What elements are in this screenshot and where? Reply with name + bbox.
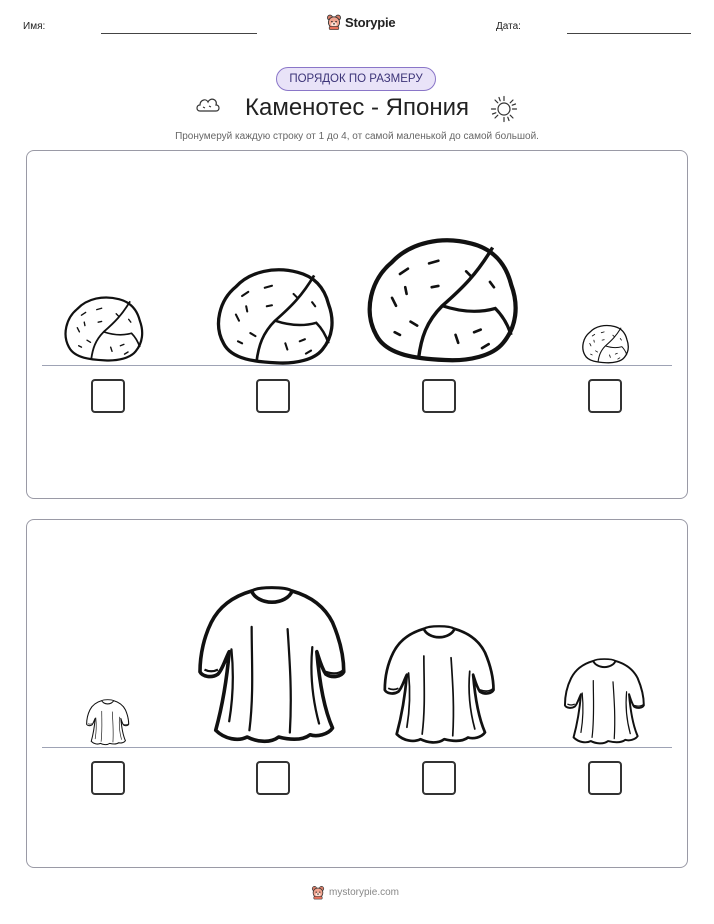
brand-name: Storypie xyxy=(345,14,396,30)
sun-icon xyxy=(490,95,518,123)
name-field[interactable] xyxy=(101,33,257,34)
rock-icon xyxy=(579,322,631,364)
rock-icon xyxy=(209,261,339,366)
baseline xyxy=(42,365,672,366)
page-title: Каменотес - Япония xyxy=(245,94,469,121)
answer-checkbox[interactable] xyxy=(91,761,125,795)
robe-icon xyxy=(196,582,350,746)
robe-icon xyxy=(381,622,499,746)
footer xyxy=(311,885,399,900)
answer-checkbox[interactable] xyxy=(256,379,290,413)
date-label: Дата: xyxy=(496,21,521,32)
answer-checkbox[interactable] xyxy=(422,761,456,795)
answer-checkbox[interactable] xyxy=(422,379,456,413)
robe-icon xyxy=(563,656,647,746)
rock-icon xyxy=(357,229,525,364)
answer-checkbox[interactable] xyxy=(588,761,622,795)
brand-logo xyxy=(326,13,395,31)
answer-checkbox[interactable] xyxy=(588,379,622,413)
baseline xyxy=(42,747,672,748)
footer-site: mystorypie.com xyxy=(329,887,400,898)
name-label: Имя: xyxy=(23,21,46,32)
storypie-bear-icon xyxy=(311,885,325,900)
instructions: Пронумеруй каждую строку от 1 до 4, от самой маленькой до самой большой. xyxy=(175,131,539,142)
storypie-bear-icon xyxy=(326,13,342,31)
answer-checkbox[interactable] xyxy=(91,379,125,413)
rock-icon xyxy=(62,291,144,363)
robe-icon xyxy=(84,698,132,746)
answer-checkbox[interactable] xyxy=(256,761,290,795)
activity-badge: ПОРЯДОК ПО РАЗМЕРУ xyxy=(276,67,436,91)
date-field[interactable] xyxy=(567,33,691,34)
